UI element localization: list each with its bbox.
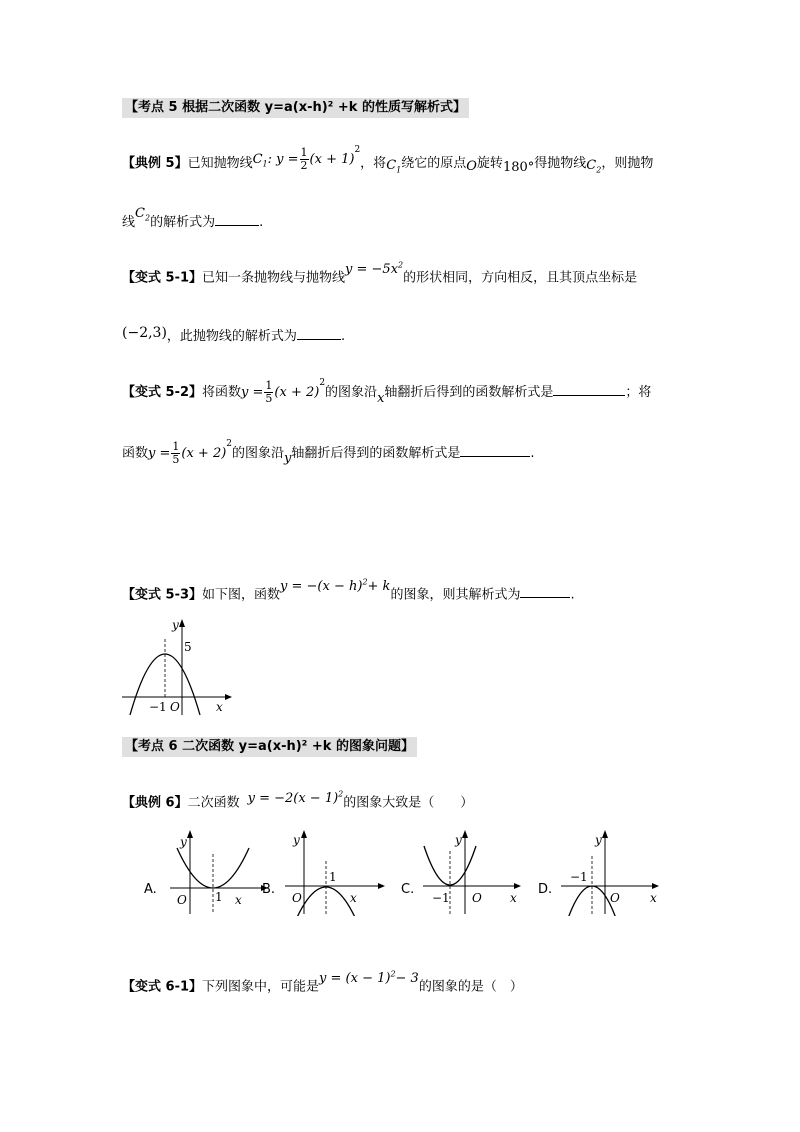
example-6-line-1 [122, 791, 473, 811]
variant-5-2-line-2 [122, 438, 535, 466]
equation-rhs: (x + 2) [181, 446, 227, 461]
x-label: x [216, 700, 223, 714]
equation-lhs: y = [241, 385, 264, 400]
variant-5-2-line-2-text-a: 函数 [122, 446, 149, 461]
degree-value: 180° [502, 160, 535, 175]
square-exponent: 2 [319, 377, 326, 388]
variant-5-1-line-1 [122, 261, 638, 286]
period: . [340, 329, 346, 344]
variant-5-3-text-1: 如下图，函数 [202, 587, 281, 603]
variant-5-1-tag: 【变式 5-1】 [122, 270, 203, 286]
variant-5-2-line-2-text-c: 轴翻折后得到的函数解析式是 [291, 446, 461, 461]
y-label: y [455, 833, 462, 847]
option-c-label[interactable]: C. [401, 882, 415, 897]
x-label: x [235, 893, 242, 907]
square-exponent: 2 [354, 144, 361, 155]
variant-6-1-line-1 [122, 970, 523, 995]
y-label: y [595, 833, 602, 847]
option-d-graph[interactable] [558, 826, 668, 916]
y-axis-arrow [462, 830, 468, 838]
equation-rhs: (x + 2) [274, 385, 320, 400]
variant-5-2-line-2-text-b: 的图象沿 [232, 446, 285, 461]
variant-5-2-text-2: 的图象沿 [325, 385, 378, 400]
neg-one-label: −1 [432, 891, 450, 905]
option-a-label[interactable]: A. [144, 882, 157, 897]
y-label: y [172, 618, 179, 632]
vertex-point: (−2,3) [122, 325, 167, 341]
x-axis-arrow [225, 694, 232, 700]
option-b-graph[interactable] [282, 826, 392, 916]
c1-symbol-2: $C_1$ [386, 158, 402, 175]
example-5-line-2 [122, 206, 264, 236]
variant-5-2-tag: 【变式 5-2】 [122, 385, 203, 400]
variant-5-2-text-4: ；将 [625, 385, 652, 400]
example-6-text-2: 的图象大致是（ ） [343, 795, 474, 811]
neg-one-label: −1 [570, 870, 588, 884]
section-5-title: 【考点 5 根据二次函数 y=a(x-h)² +k 的性质写解析式】 [122, 98, 469, 118]
answer-blank[interactable] [553, 383, 625, 396]
origin-symbol: O [466, 159, 477, 174]
answer-blank[interactable] [520, 585, 570, 598]
equation-rhs: (x + 1) [309, 152, 355, 167]
one-label: 1 [215, 890, 223, 904]
x-label: x [350, 891, 357, 905]
period: . [530, 446, 535, 461]
y-axis-arrow [602, 830, 608, 838]
example-5-line-1 [122, 144, 654, 177]
variant-6-1-text-1: 下列图象中，可能是 [202, 979, 320, 995]
variant-5-2-text-3: 轴翻折后得到的函数解析式是 [384, 385, 554, 400]
c2-symbol-2: $C_2$ [135, 206, 151, 223]
variant-5-1-line-2 [122, 327, 345, 345]
variant-5-1-text-3: ，此抛物线的解析式为 [166, 329, 297, 344]
x-label: x [510, 891, 517, 905]
variant-5-1-text-1: 已知一条抛物线与抛物线 [202, 270, 346, 286]
c1-symbol: $C_1$ [252, 152, 268, 169]
option-b-label[interactable]: B. [262, 882, 276, 897]
answer-blank[interactable] [460, 444, 530, 457]
example-6-tag: 【典例 6】 [122, 795, 188, 811]
origin-label: O [472, 891, 482, 905]
one-label: 1 [329, 870, 337, 884]
variant-5-1-text-2: 的形状相同，方向相反，且其顶点坐标是 [403, 270, 638, 286]
option-d-label[interactable]: D. [538, 882, 553, 897]
section-6-title: 【考点 6 二次函数 y=a(x-h)² +k 的图象问题】 [122, 737, 417, 757]
equation-variant-6-1: $y = (x - 1)^2- 3$ [319, 970, 419, 987]
example-5-text-4: 旋转 [476, 156, 503, 171]
example-5-text-3: 绕它的原点 [401, 156, 467, 171]
y-axis-arrow [187, 830, 193, 838]
fraction-one-fifth: $\frac{1}{5}$ [172, 440, 180, 466]
equation-neg5x2: $y = -5x^2$ [345, 261, 404, 278]
x-axis-arrow [378, 883, 385, 889]
x-axis-arrow [652, 883, 659, 889]
origin-label: O [170, 700, 180, 714]
example-5-text-1: 已知抛物线 [187, 156, 253, 171]
y-axis-arrow [179, 619, 185, 627]
example-5-text-2: ，将 [360, 156, 387, 171]
variant-6-1-text-2: 的图象的是（ ） [418, 979, 523, 995]
example-5-text-5: 得抛物线 [534, 156, 587, 171]
five-label: 5 [184, 640, 192, 654]
c2-symbol: $C_2$ [586, 158, 602, 175]
x-label: x [650, 891, 657, 905]
example-5-text-6: ，则抛物 [601, 156, 654, 171]
origin-label: O [292, 891, 302, 905]
answer-blank[interactable] [297, 327, 341, 340]
equation-lhs: y = [148, 446, 171, 461]
x-symbol: x [377, 391, 385, 406]
origin-label: O [610, 891, 620, 905]
x-axis-arrow [514, 883, 521, 889]
option-c-graph[interactable] [420, 826, 530, 916]
option-a-graph[interactable] [165, 826, 275, 916]
variant-5-2-line-1 [122, 377, 652, 406]
variant-5-3-graph [120, 615, 240, 720]
y-symbol: y [284, 451, 292, 466]
fraction-one-half: $\frac{1}{2}$ [300, 146, 308, 172]
variant-5-3-line-1 [122, 578, 575, 603]
example-5-line-2-text-a: 线 [122, 215, 136, 230]
y-axis-arrow [301, 830, 307, 838]
period: . [259, 215, 264, 230]
variant-5-2-text-1: 将函数 [202, 385, 242, 400]
neg-one-label: −1 [149, 700, 167, 714]
equation-example-6: $y = -2(x - 1)^2$ [247, 790, 344, 807]
square-exponent: 2 [226, 438, 233, 449]
answer-blank[interactable] [215, 213, 259, 226]
equation-vertex-form: $y = -(x - h)^2+ k$ [280, 578, 391, 595]
y-label: y [293, 833, 300, 847]
example-5-tag: 【典例 5】 [122, 156, 188, 171]
variant-5-3-text-2: 的图象，则其解析式为 [390, 587, 521, 603]
variant-5-3-tag: 【变式 5-3】 [122, 587, 203, 603]
example-5-line-2-text-b: 的解析式为 [150, 215, 216, 230]
origin-label: O [177, 893, 187, 907]
y-label: y [180, 835, 187, 849]
example-6-text-1: 二次函数 [187, 795, 240, 811]
period: . [570, 587, 575, 603]
variant-6-1-tag: 【变式 6-1】 [122, 979, 203, 995]
fraction-one-fifth: $\frac{1}{5}$ [265, 379, 273, 405]
equation-lhs: : y = [267, 152, 299, 167]
